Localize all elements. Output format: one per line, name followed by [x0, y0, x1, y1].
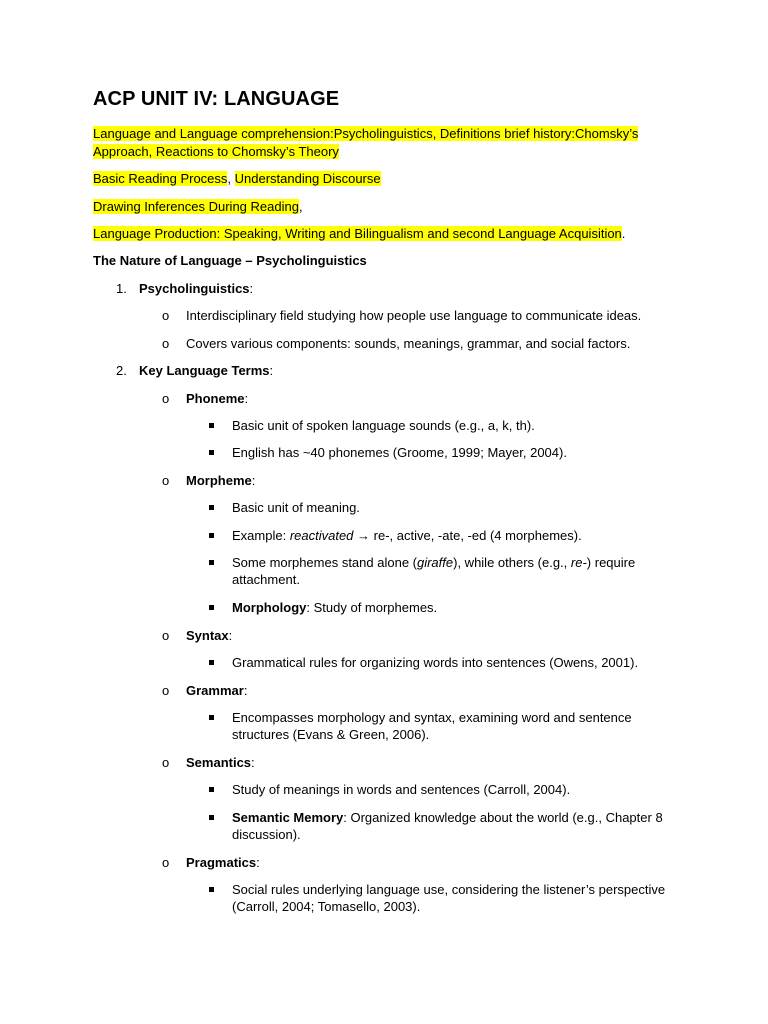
separator-text: , [298, 199, 303, 214]
square-bullet-icon [209, 715, 214, 720]
list-item: Interdisciplinary field studying how people use language to communicate ideas. [186, 308, 642, 323]
term-pragmatics: Pragmatics: [186, 855, 260, 870]
highlighted-text: Basic Reading Process [93, 171, 228, 186]
square-bullet-icon [209, 605, 214, 610]
highlighted-text: Understanding Discourse [234, 171, 381, 186]
list-item: Semantic Memory: Organized knowledge about the world (e.g., Chapter 8 discussion). [232, 810, 663, 842]
square-bullet-icon [209, 787, 214, 792]
list-number: 2. [116, 363, 127, 378]
list-item: Social rules underlying language use, considering the listener’s perspective (Carroll, 2004; Tomasello, 2003). [232, 882, 666, 914]
list-number: 1. [116, 281, 127, 296]
syllabus-line-1 [93, 125, 653, 161]
list-item: Grammatical rules for organizing words into sentences (Owens, 2001). [232, 655, 639, 670]
list-item: Covers various components: sounds, meanings, grammar, and social factors. [186, 336, 631, 351]
separator-text: , [227, 171, 235, 186]
bullet-o: o [162, 683, 170, 698]
list-item-key-terms: Key Language Terms: [139, 363, 274, 378]
list-item: Example: reactivated → re-, active, -ate, -ed (4 morphemes). [232, 528, 582, 543]
separator-text: . [621, 226, 626, 241]
term-syntax: Syntax: [186, 628, 233, 643]
highlighted-text: Language Production: Speaking, Writing and Bilingualism and second Language Acquisition [93, 226, 622, 241]
square-bullet-icon [209, 815, 214, 820]
list-item: Study of meanings in words and sentences (Carroll, 2004). [232, 782, 571, 797]
list-item: Basic unit of spoken language sounds (e.g., a, k, th). [232, 418, 535, 433]
bullet-o: o [162, 628, 170, 643]
square-bullet-icon [209, 505, 214, 510]
square-bullet-icon [209, 560, 214, 565]
square-bullet-icon [209, 423, 214, 428]
term-phoneme: Phoneme: [186, 391, 249, 406]
square-bullet-icon [209, 660, 214, 665]
term-morpheme: Morpheme: [186, 473, 256, 488]
list-item: Encompasses morphology and syntax, examining word and sentence structures (Evans & Green, 2006). [232, 710, 632, 742]
list-item: Basic unit of meaning. [232, 500, 360, 515]
syllabus-line-3 [93, 198, 653, 216]
bullet-o: o [162, 336, 170, 351]
square-bullet-icon [209, 533, 214, 538]
highlighted-text: Drawing Inferences During Reading [93, 199, 299, 214]
bullet-o: o [162, 391, 170, 406]
section-heading: The Nature of Language – Psycholinguistics [93, 253, 367, 268]
syllabus-line-4 [93, 225, 653, 243]
highlighted-text: Language and Language comprehension:Psycholinguistics, Definitions brief history:Chomsky’s Approach, Reactions to Chomsky’s Theory [93, 126, 639, 159]
page-title: ACP UNIT IV: LANGUAGE [93, 88, 340, 110]
term-semantics: Semantics: [186, 755, 255, 770]
list-item: Some morphemes stand alone (giraffe), while others (e.g., re-) require attachment. [232, 555, 636, 587]
bullet-o: o [162, 308, 170, 323]
list-item: Morphology: Study of morphemes. [232, 600, 438, 615]
syllabus-line-2 [93, 170, 653, 188]
list-item-psycholinguistics: Psycholinguistics: [139, 281, 254, 296]
square-bullet-icon [209, 887, 214, 892]
bullet-o: o [162, 755, 170, 770]
term-grammar: Grammar: [186, 683, 248, 698]
square-bullet-icon [209, 450, 214, 455]
bullet-o: o [162, 473, 170, 488]
bullet-o: o [162, 855, 170, 870]
list-item: English has ~40 phonemes (Groome, 1999; Mayer, 2004). [232, 445, 567, 460]
